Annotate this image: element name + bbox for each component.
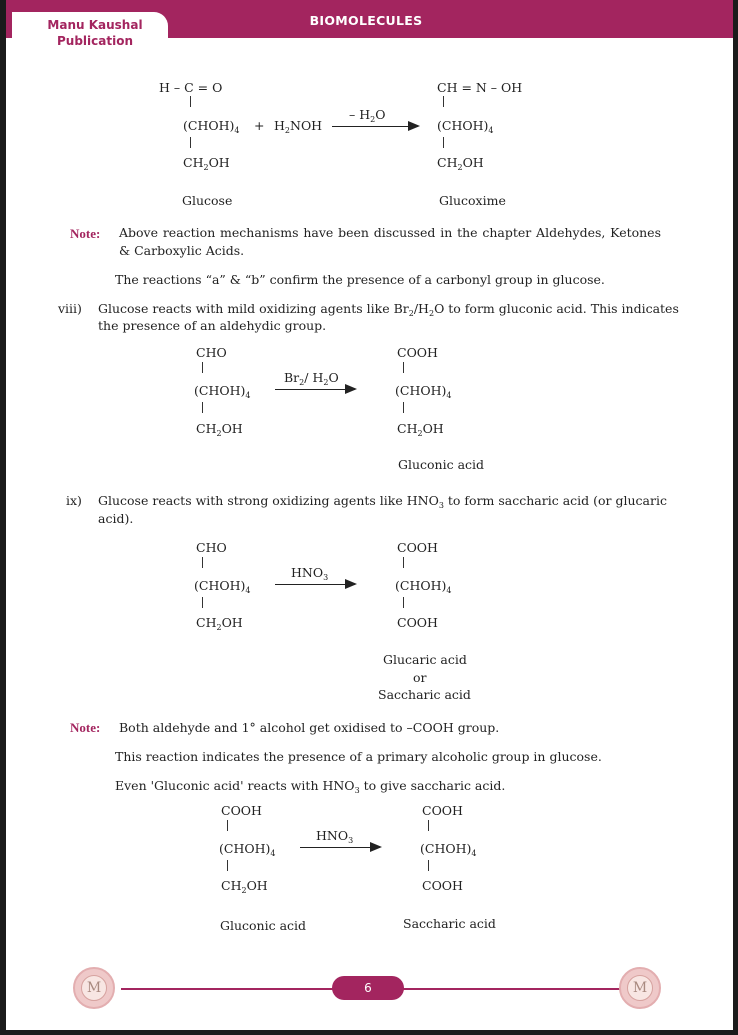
plus-sign: + (254, 118, 265, 133)
chain: $(CHOH)_4$ (219, 841, 276, 858)
publisher-name: Manu Kaushal Publication (47, 18, 143, 48)
carboxyl-group: COOH (397, 345, 438, 360)
bond-line (190, 137, 191, 148)
item-label-viii: viii) (58, 301, 82, 316)
chain: $(CHOH)_4$ (395, 578, 452, 595)
oxime-terminal: $CH_2OH$ (437, 155, 484, 172)
terminal: $CH_2OH$ (221, 878, 268, 895)
item-label-ix: ix) (66, 493, 82, 508)
item-ix-text-2: acid). (98, 511, 134, 526)
carboxyl-group: COOH (221, 803, 262, 818)
gluconic-acid-label: Gluconic acid (398, 457, 485, 472)
bond-line (403, 362, 404, 373)
bond-line (227, 820, 228, 831)
logo-letter: M (627, 975, 653, 1001)
logo-letter: M (81, 975, 107, 1001)
saccharic-acid-label: Saccharic acid (378, 687, 471, 702)
page-number: 6 (332, 976, 404, 1000)
gluconic-acid-label: Gluconic acid (220, 918, 307, 933)
chain: $(CHOH)_4$ (194, 578, 251, 595)
bond-line (403, 402, 404, 413)
oxime-chain: $(CHOH)_4$ (437, 118, 494, 135)
item-viii-text-2: the presence of an aldehydic group. (98, 318, 327, 333)
chain: $(CHOH)_4$ (395, 383, 452, 400)
glucose-terminal: $CH_2OH$ (183, 155, 230, 172)
note-label: Note: (70, 226, 101, 241)
note-text-2: This reaction indicates the presence of a primary alcoholic group in glucose. (115, 749, 602, 764)
glucoxime-label: Glucoxime (439, 193, 506, 208)
aldehyde-group: CHO (196, 540, 227, 555)
publisher-logo-left (73, 967, 115, 1009)
chapter-title: BIOMOLECULES (309, 13, 423, 28)
glucose-chain: $(CHOH)_4$ (183, 118, 240, 135)
document-page (6, 0, 733, 1030)
bond-line (428, 860, 429, 871)
bond-line (403, 597, 404, 608)
terminal: $CH_2OH$ (196, 615, 243, 632)
carboxyl-group: COOH (422, 803, 463, 818)
bond-line (202, 402, 203, 413)
note-text-3: Even 'Gluconic acid' reacts with $HNO_3$ to give saccharic acid. (115, 778, 506, 795)
note-text: Both aldehyde and 1° alcohol get oxidised to –COOH group. (119, 720, 500, 735)
note-label: Note: (70, 720, 101, 735)
glucaric-acid-label: Glucaric acid (383, 652, 467, 667)
bond-line (190, 96, 191, 107)
terminal: $CH_2OH$ (397, 421, 444, 438)
chain: $(CHOH)_4$ (420, 841, 477, 858)
note-text-2: The reactions “a” & “b” confirm the presence of a carbonyl group in glucose. (115, 272, 605, 287)
glucose-aldehyde-group: H – C = O (159, 80, 223, 95)
item-viii-text: Glucose reacts with mild oxidizing agents like $Br_2/H_2O$ to form gluconic acid. This indicates (98, 301, 679, 318)
reaction-arrow (275, 389, 355, 390)
carboxyl-group-terminal: COOH (397, 615, 438, 630)
chain: $(CHOH)_4$ (194, 383, 251, 400)
reaction-arrow (300, 847, 380, 848)
terminal: $CH_2OH$ (196, 421, 243, 438)
bond-line (202, 557, 203, 568)
hydroxylamine-reagent: $H_2NOH$ (274, 118, 323, 135)
oxime-group: CH = N – OH (437, 80, 523, 95)
arrow-condition: $HNO_3$ (291, 565, 329, 582)
carboxyl-group-terminal: COOH (422, 878, 463, 893)
bond-line (403, 557, 404, 568)
note-text: Above reaction mechanisms have been discussed in the chapter Aldehydes, Ketones & Carboxylic Acids. (119, 225, 661, 258)
arrow-condition: $HNO_3$ (316, 828, 354, 845)
bond-line (202, 362, 203, 373)
bond-line (202, 597, 203, 608)
bond-line (443, 137, 444, 148)
bond-line (227, 860, 228, 871)
arrow-condition: – $H_2O$ (349, 107, 386, 124)
reaction-arrow (275, 584, 355, 585)
carboxyl-group: COOH (397, 540, 438, 555)
arrow-condition: $Br_2/$ $H_2O$ (284, 370, 339, 387)
reaction-arrow (332, 126, 418, 127)
glucose-label: Glucose (182, 193, 233, 208)
item-ix-text: Glucose reacts with strong oxidizing agents like $HNO_3$ to form saccharic acid (or glucaric (98, 493, 667, 510)
aldehyde-group: CHO (196, 345, 227, 360)
bond-line (428, 820, 429, 831)
bond-line (443, 96, 444, 107)
publisher-logo-right (619, 967, 661, 1009)
or-label: or (413, 670, 427, 685)
saccharic-acid-label: Saccharic acid (403, 916, 496, 931)
